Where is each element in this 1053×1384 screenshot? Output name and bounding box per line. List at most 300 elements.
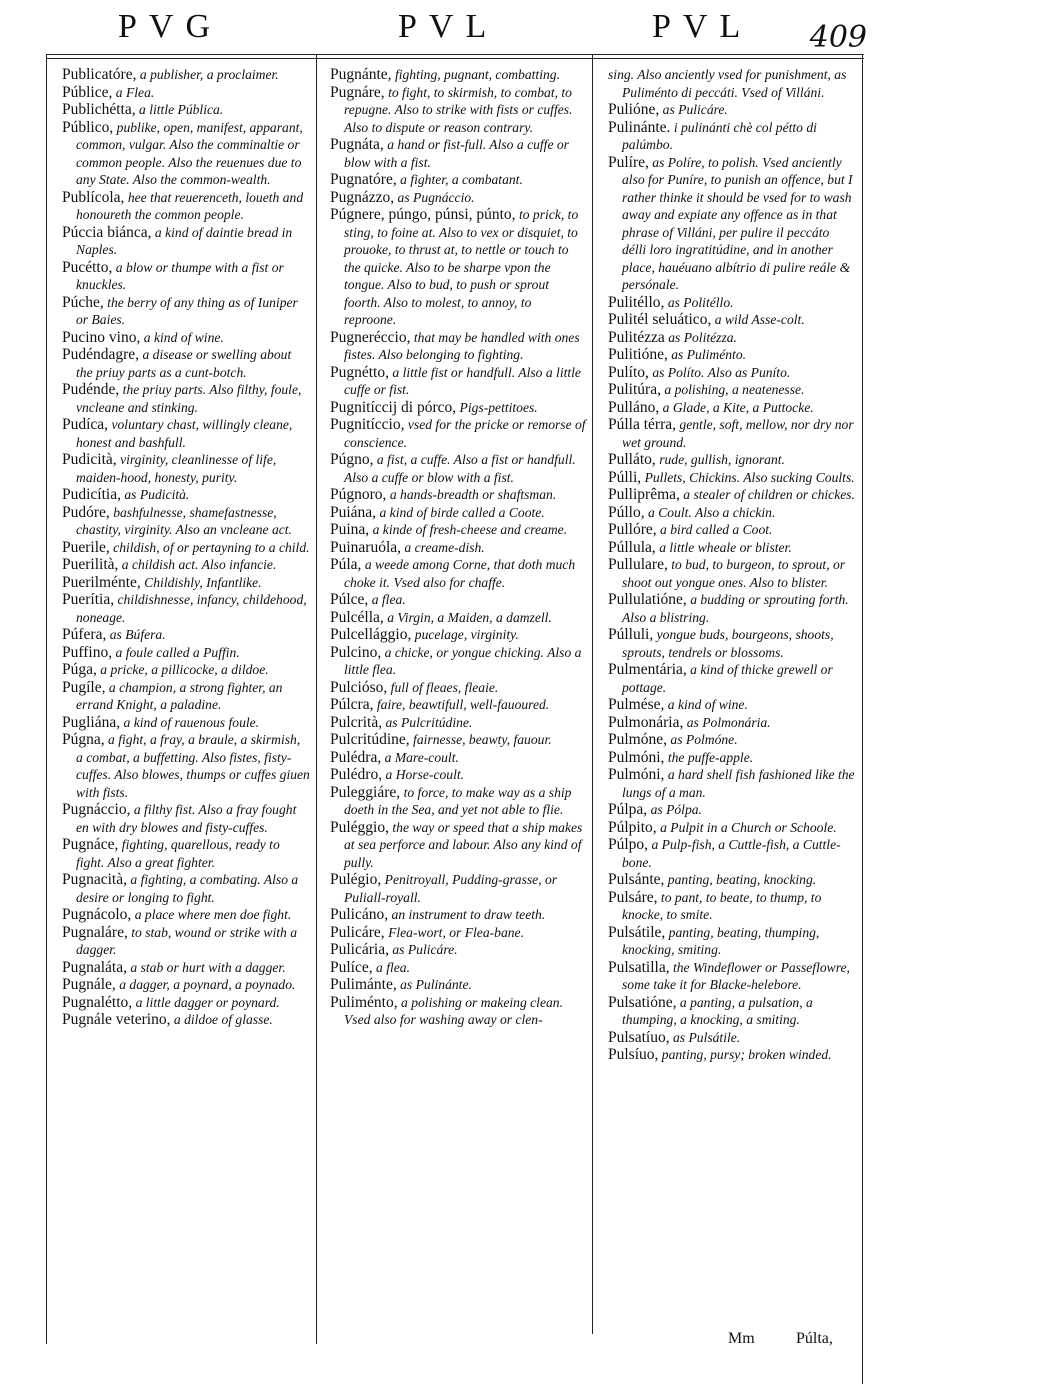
definition: a weede among Corne, that doth much choke it. Vsed also for chaffe.	[344, 557, 576, 590]
headword: Pugnázzo,	[330, 188, 395, 206]
headword: Pulióne,	[608, 101, 660, 118]
definition: as Politézza.	[664, 329, 737, 345]
definition: a champion, a strong fighter, an errand Knight, a paladine.	[76, 679, 283, 712]
definition: a wild Asse-colt.	[711, 312, 805, 327]
headword: Pulmése,	[608, 696, 665, 713]
dictionary-entry	[608, 66, 856, 101]
definition: a little wheale or blister.	[655, 539, 792, 555]
dictionary-entry	[62, 679, 310, 714]
headword: Púccia biánca,	[62, 223, 152, 241]
definition: faire, beawtifull, well-fauoured.	[373, 697, 550, 712]
dictionary-entry	[330, 416, 586, 451]
page-number: 409	[809, 20, 867, 55]
headword: Pulitéllo,	[608, 293, 665, 311]
right-border-rule	[862, 54, 863, 1384]
headword: Pulmonária,	[608, 713, 684, 731]
definition: a panting, a pulsation, a thumping, a knocking, a smiting.	[622, 994, 813, 1027]
definition: a kind of wine.	[140, 329, 224, 345]
headword: Pudicità,	[62, 451, 117, 468]
definition: full of fleaes, fleaie.	[387, 679, 499, 695]
definition: fighting, pugnant, combatting.	[391, 67, 560, 82]
definition: a kind of rauenous foule.	[120, 714, 260, 730]
dictionary-entry	[330, 976, 586, 994]
headword: Púlli,	[608, 468, 642, 486]
definition: to force, to make way as a ship doeth in the Sea, and yet not able to flie.	[344, 784, 572, 817]
definition: a little dagger or poynard.	[132, 994, 280, 1010]
headword: Publicatóre,	[62, 66, 137, 83]
dictionary-entry	[330, 731, 586, 749]
definition: a Pulp-fish, a Cuttle-fish, a Cuttle-bone.	[622, 837, 841, 870]
dictionary-entry	[608, 329, 856, 347]
dictionary-entry	[62, 84, 310, 102]
dictionary-entry	[62, 224, 310, 259]
dictionary-entry	[330, 504, 586, 522]
headword: Pudéndagre,	[62, 346, 140, 363]
definition: a flea.	[372, 959, 411, 975]
headword: Pulliprêma,	[608, 486, 680, 503]
headword: Pugnacità,	[62, 871, 127, 888]
headword: Pugnétto,	[330, 363, 389, 381]
dictionary-entry	[330, 136, 586, 171]
definition: a polishing or makeing clean. Vsed also for washing away or clen-	[344, 994, 563, 1027]
headword: Púgno,	[330, 451, 374, 468]
headword: Pudóre,	[62, 503, 110, 521]
headword: Publichétta,	[62, 101, 136, 118]
dictionary-entry	[330, 906, 586, 924]
headword: Púga,	[62, 661, 97, 678]
headword: Pugnácolo,	[62, 906, 132, 923]
catchword: Púlta,	[796, 1330, 833, 1347]
header-rule	[46, 54, 864, 55]
headword: Púgna,	[62, 731, 105, 748]
definition: a place where men doe fight.	[131, 907, 292, 922]
definition: a budding or sprouting forth. Also a blistring.	[622, 592, 849, 625]
dictionary-entry	[62, 591, 310, 626]
definition: a kind of daintie bread in Naples.	[76, 224, 293, 257]
definition: a stealer of children or chickes.	[679, 487, 855, 502]
headword: Pulmóni,	[608, 748, 665, 766]
definition: panting, beating, thumping, knocking, smiting.	[622, 924, 820, 957]
headword: Pulitúra,	[608, 381, 661, 398]
dictionary-entry	[330, 696, 586, 714]
headword: Públice,	[62, 83, 113, 101]
headword: Púgnoro,	[330, 486, 387, 503]
definition: a fighter, a combatant.	[396, 172, 523, 187]
definition: a Horse-coult.	[382, 767, 465, 782]
dictionary-entry	[330, 766, 586, 784]
headword: Pugnále,	[62, 976, 116, 993]
definition: as Pudicità.	[120, 487, 190, 502]
headword: Puinaruóla,	[330, 538, 402, 556]
dictionary-entry	[608, 1029, 856, 1047]
headword: Pulsíuo,	[608, 1046, 659, 1063]
dictionary-entry	[62, 906, 310, 924]
dictionary-entry	[62, 644, 310, 662]
column-2	[330, 66, 586, 1029]
definition: an instrument to draw teeth.	[388, 907, 546, 922]
definition: virginity, cleanlinesse of life, maiden-hood, honesty, purity.	[76, 452, 277, 485]
headword: Pugíle,	[62, 678, 106, 696]
dictionary-entry	[62, 556, 310, 574]
dictionary-entry	[62, 836, 310, 871]
definition: a Mare-coult.	[381, 749, 459, 765]
headword: Pullóre,	[608, 521, 657, 538]
headword: Puléggio,	[330, 818, 389, 836]
headword: Pucino vino,	[62, 328, 141, 346]
definition: Flea-wort, or Flea-bane.	[384, 924, 524, 940]
definition: panting, pursy; broken winded.	[658, 1047, 832, 1062]
headword: Pugnatóre,	[330, 171, 397, 188]
dictionary-entry	[608, 539, 856, 557]
definition: fairnesse, beawty, fauour.	[409, 732, 552, 747]
headword: Pudénde,	[62, 381, 120, 398]
dictionary-entry	[330, 329, 586, 364]
headword: Pullulare,	[608, 556, 668, 573]
definition: a Flea.	[112, 84, 155, 100]
dictionary-entry	[330, 924, 586, 942]
dictionary-entry	[608, 836, 856, 871]
dictionary-entry	[330, 556, 586, 591]
headword: Puiána,	[330, 503, 377, 521]
definition: yongue buds, bourgeons, shoots, sprouts, tendrels or blossoms.	[622, 627, 834, 660]
headword: Puerile,	[62, 538, 110, 556]
headword: Puerilità,	[62, 556, 119, 573]
definition: a little Pública.	[135, 102, 224, 117]
definition: the priuy parts. Also filthy, foule, vncleane and stinking.	[76, 382, 302, 415]
definition: a creame-dish.	[401, 539, 485, 555]
headword: Pugnáta,	[330, 136, 384, 153]
dictionary-entry	[608, 364, 856, 382]
dictionary-entry	[62, 451, 310, 486]
dictionary-entry	[62, 416, 310, 451]
dictionary-entry	[330, 539, 586, 557]
dictionary-entry	[608, 766, 856, 801]
dictionary-entry	[330, 84, 586, 137]
running-head-left: PVG	[118, 8, 223, 45]
headword: Pugneréccio,	[330, 328, 411, 346]
definition: a disease or swelling about the priuy parts as a cunt-botch.	[76, 347, 292, 380]
column-1	[62, 66, 310, 1029]
dictionary-entry	[608, 294, 856, 312]
dictionary-entry	[608, 819, 856, 837]
dictionary-entry	[62, 486, 310, 504]
headword: Púlpito,	[608, 818, 657, 836]
headword: Pulcino,	[330, 643, 382, 661]
headword: Pulcélla,	[330, 608, 384, 626]
definition: as Politéllo.	[664, 294, 734, 310]
dictionary-entry	[608, 1046, 856, 1064]
definition: hee that reuerenceth, loueth and honoureth the common people.	[76, 189, 304, 222]
dictionary-entry	[608, 556, 856, 591]
headword: Pulmentária,	[608, 661, 687, 678]
dictionary-entry	[608, 714, 856, 732]
dictionary-entry	[62, 661, 310, 679]
headword: Púllo,	[608, 503, 645, 521]
definition: as Búfera.	[106, 627, 166, 642]
definition: a blow or thumpe with a fist or knuckles.	[76, 259, 284, 292]
dictionary-entry	[608, 924, 856, 959]
definition: a publisher, a proclaimer.	[136, 67, 279, 82]
definition: to stab, wound or strike with a dagger.	[76, 924, 298, 957]
definition: a Pulpit in a Church or Schoole.	[656, 819, 837, 835]
headword: Pulláto,	[608, 451, 656, 468]
dictionary-entry	[608, 399, 856, 417]
definition: Penitroyall, Pudding-grasse, or Puliall-royall.	[344, 872, 558, 905]
dictionary-entry	[62, 189, 310, 224]
dictionary-entry	[330, 206, 586, 329]
headword: Puleggiáre,	[330, 783, 401, 801]
definition: a Glade, a Kite, a Puttocke.	[659, 399, 814, 415]
dictionary-entry	[62, 1011, 310, 1029]
headword: Puina,	[330, 521, 370, 538]
dictionary-entry	[330, 679, 586, 697]
headword: Pulcellággio,	[330, 626, 412, 643]
dictionary-entry	[62, 259, 310, 294]
dictionary-entry	[608, 486, 856, 504]
definition: to pant, to beate, to thump, to knocke, to smite.	[622, 889, 822, 922]
dictionary-entry	[608, 626, 856, 661]
definition: a bird called a Coot.	[656, 522, 773, 537]
dictionary-entry	[608, 521, 856, 539]
headword: Pulláno,	[608, 398, 660, 416]
dictionary-entry	[62, 574, 310, 592]
column-divider-2	[592, 54, 593, 1334]
dictionary-entry	[330, 521, 586, 539]
dictionary-entry	[330, 609, 586, 627]
definition: a dagger, a poynard, a poynado.	[115, 977, 296, 992]
headword: Pulitióne,	[608, 346, 668, 363]
dictionary-entry	[330, 626, 586, 644]
headword: Pulsáre,	[608, 888, 658, 906]
headword: Púlpo,	[608, 836, 649, 853]
definition: vsed for the pricke or remorse of conscience.	[344, 417, 586, 450]
headword: Pucétto,	[62, 258, 113, 276]
dictionary-entry	[62, 714, 310, 732]
definition: as Pulcritúdine.	[382, 714, 473, 730]
definition: sing. Also anciently vsed for punishment, as Puliménto di peccáti. Vsed of Villáni.	[608, 67, 847, 100]
dictionary-entry	[62, 119, 310, 189]
dictionary-entry	[608, 381, 856, 399]
headword: Pulsatilla,	[608, 958, 670, 976]
column-3	[608, 66, 856, 1064]
definition: panting, beating, knocking.	[664, 872, 817, 887]
dictionary-entry	[62, 976, 310, 994]
headword: Pulsatíuo,	[608, 1028, 670, 1046]
headword: Pulsánte,	[608, 871, 665, 888]
headword: Púlcra,	[330, 696, 374, 713]
dictionary-entry	[62, 924, 310, 959]
definition: a fighting, a combating. Also a desire or longing to fight.	[76, 872, 299, 905]
headword: Pulmóne,	[608, 731, 667, 748]
definition: a kinde of fresh-cheese and creame.	[369, 522, 568, 537]
headword: Pudicítia,	[62, 486, 121, 503]
definition: as Pulsátile.	[669, 1029, 741, 1045]
dictionary-entry	[330, 994, 586, 1029]
dictionary-entry	[608, 119, 856, 154]
headword: Púlpa,	[608, 801, 648, 818]
dictionary-entry	[608, 346, 856, 364]
definition: Childishly, Infantlike.	[140, 574, 262, 590]
dictionary-entry	[330, 591, 586, 609]
definition: a Virgin, a Maiden, a damzell.	[383, 609, 552, 625]
dictionary-entry	[62, 329, 310, 347]
headword: Pulsatióne,	[608, 993, 677, 1011]
headword: Puerítia,	[62, 591, 115, 608]
definition: a childish act. Also infancie.	[118, 557, 277, 572]
definition: i pulinánti chè col pétto di palúmbo.	[622, 119, 817, 152]
headword: Pullulatióne,	[608, 591, 687, 608]
dictionary-entry	[62, 504, 310, 539]
definition: as Pulicáre.	[388, 942, 458, 957]
headword: Púgnere, púngo, púnsi, púnto,	[330, 206, 516, 223]
dictionary-entry	[62, 994, 310, 1012]
headword: Pulíre,	[608, 153, 649, 171]
dictionary-entry	[330, 399, 586, 417]
headword: Pugnaláta,	[62, 958, 127, 976]
definition: as Políto. Also as Puníto.	[648, 364, 791, 380]
headword: Pulinánte.	[608, 118, 671, 136]
definition: to prick, to sting, to foine at. Also to vex or disquiet, to prouoke, to thrust at, to nettle or touch to the quicke. Also to be sharpe vpon the tongue. Also to bud, to push or sprout foorth. Also to molest, to annoy, to reproone.	[344, 207, 579, 327]
dictionary-entry	[608, 994, 856, 1029]
definition: the way or speed that a ship makes at sea perforce and labour. Also any kind of pully.	[344, 819, 583, 870]
definition: a foule called a Puffin.	[112, 644, 240, 660]
dictionary-entry	[608, 591, 856, 626]
dictionary-entry	[62, 539, 310, 557]
dictionary-entry	[608, 311, 856, 329]
header-rule-inner	[46, 58, 864, 59]
definition: a fist, a cuffe. Also a fist or handfull. Also a cuffe or blow with a fist.	[344, 452, 576, 485]
dictionary-entry	[330, 819, 586, 872]
headword: Púlla térra,	[608, 416, 677, 433]
definition: as Políre, to polish. Vsed anciently also for Puníre, to punish an offence, but I rather thinke it should be vsed for to wash away and expiate any offence as in that phrase of Villáni, per pulire il peccáto délli loro ingratitúdine, and in another place, hauéuano albítrio di pulire reále & persónale.	[622, 154, 853, 292]
dictionary-entry	[608, 749, 856, 767]
running-head-right: PVL	[652, 8, 753, 45]
definition: as Pulinánte.	[396, 977, 472, 992]
dictionary-entry	[608, 154, 856, 294]
headword: Pulcrità,	[330, 713, 383, 731]
dictionary-entry	[62, 626, 310, 644]
headword: Pugnáre,	[330, 83, 385, 101]
headword: Pugnaláre,	[62, 923, 128, 941]
headword: Pugnáce,	[62, 836, 119, 853]
definition: a flea.	[368, 592, 406, 607]
dictionary-entry	[330, 749, 586, 767]
definition: a pricke, a pillicocke, a dildoe.	[96, 662, 269, 677]
definition: pucelage, virginity.	[411, 627, 519, 642]
definition: bashfulnesse, shamefastnesse, chastity, virginity. Also an vncleane act.	[76, 504, 292, 537]
headword: Pulégio,	[330, 871, 382, 888]
dictionary-entry	[608, 661, 856, 696]
headword: Pulmóni,	[608, 766, 665, 783]
headword: Pulicáre,	[330, 923, 385, 941]
headword: Pulédra,	[330, 748, 382, 766]
headword: Pudíca,	[62, 416, 109, 433]
headword: Púlce,	[330, 591, 369, 608]
dictionary-entry	[608, 101, 856, 119]
dictionary-entry	[330, 486, 586, 504]
dictionary-entry	[608, 731, 856, 749]
definition: the Windeflower or Passeflowre, some take it for Blacke-helebore.	[622, 959, 850, 992]
dictionary-entry	[608, 696, 856, 714]
dictionary-entry	[330, 171, 586, 189]
headword: Púfera,	[62, 626, 107, 643]
dictionary-entry	[330, 364, 586, 399]
headword: Pulimánte,	[330, 976, 397, 993]
dictionary-entry	[330, 959, 586, 977]
definition: a stab or hurt with a dagger.	[127, 959, 286, 975]
dictionary-entry	[330, 189, 586, 207]
definition: Pullets, Chickins. Also sucking Coults.	[641, 469, 855, 485]
dictionary-entry	[62, 959, 310, 977]
definition: a kind of birde called a Coote.	[376, 504, 545, 520]
definition: as Pulicáre.	[659, 102, 728, 117]
dictionary-entry	[62, 801, 310, 836]
definition: a dildoe of glasse.	[170, 1012, 273, 1027]
headword: Púche,	[62, 293, 104, 311]
definition: to bud, to burgeon, to sprout, or shoot out yongue ones. Also to blister.	[622, 557, 846, 590]
headword: Pulitézza	[608, 328, 665, 346]
running-head-center: PVL	[398, 8, 499, 45]
headword: Pugnále veterino,	[62, 1011, 171, 1028]
definition: as Polmóne.	[667, 732, 738, 747]
dictionary-entry	[608, 416, 856, 451]
definition: a chicke, or yongue chicking. Also a little flea.	[344, 644, 582, 677]
headword: Pulicária,	[330, 941, 389, 958]
definition: voluntary chast, willingly cleane, honest and bashfull.	[76, 417, 293, 450]
definition: the puffe-apple.	[664, 749, 754, 765]
definition: as Pugnáccio.	[394, 189, 475, 205]
headword: Pulcritúdine,	[330, 731, 410, 748]
definition: Pigs-pettitoes.	[456, 399, 538, 415]
headword: Púlluli,	[608, 626, 654, 643]
headword: Pulíto,	[608, 363, 649, 381]
definition: a kind of wine.	[664, 697, 748, 712]
dictionary-entry	[608, 451, 856, 469]
headword: Pulsátile,	[608, 923, 666, 941]
dictionary-entry	[608, 504, 856, 522]
headword: Pugnánte,	[330, 66, 392, 83]
dictionary-entry	[330, 644, 586, 679]
definition: gentle, soft, mellow, nor dry nor wet ground.	[622, 417, 854, 450]
headword: Puliménto,	[330, 993, 398, 1011]
definition: as Polmonária.	[683, 714, 771, 730]
signature-mark: Mm	[728, 1330, 755, 1347]
dictionary-entry	[62, 101, 310, 119]
headword: Pulcióso,	[330, 678, 388, 696]
headword: Puerilménte,	[62, 573, 141, 591]
definition: rude, gullish, ignorant.	[655, 452, 785, 467]
dictionary-entry	[62, 381, 310, 416]
dictionary-entry	[330, 871, 586, 906]
definition: publike, open, manifest, apparant, common, vulgar. Also the comminaltie or common people. Also the reuenues due to any State. Also the common-wealth.	[76, 119, 303, 187]
definition: a polishing, a neatenesse.	[660, 382, 805, 397]
headword: Pulitél seluático,	[608, 311, 712, 328]
dictionary-entry	[608, 469, 856, 487]
dictionary-entry	[330, 714, 586, 732]
column-divider-1	[316, 54, 317, 1344]
definition: childish, of or pertayning to a child.	[109, 539, 310, 555]
headword: Público,	[62, 118, 114, 136]
dictionary-entry	[608, 959, 856, 994]
dictionary-entry	[62, 346, 310, 381]
dictionary-entry	[62, 871, 310, 906]
definition: a hand or fist-full. Also a cuffe or blow with a fist.	[344, 137, 569, 170]
definition: a kind of thicke grewell or pottage.	[622, 662, 833, 695]
dictionary-entry	[608, 871, 856, 889]
dictionary-entry	[62, 294, 310, 329]
headword: Pugnitíccij di pórco,	[330, 398, 457, 416]
headword: Puffino,	[62, 643, 113, 661]
